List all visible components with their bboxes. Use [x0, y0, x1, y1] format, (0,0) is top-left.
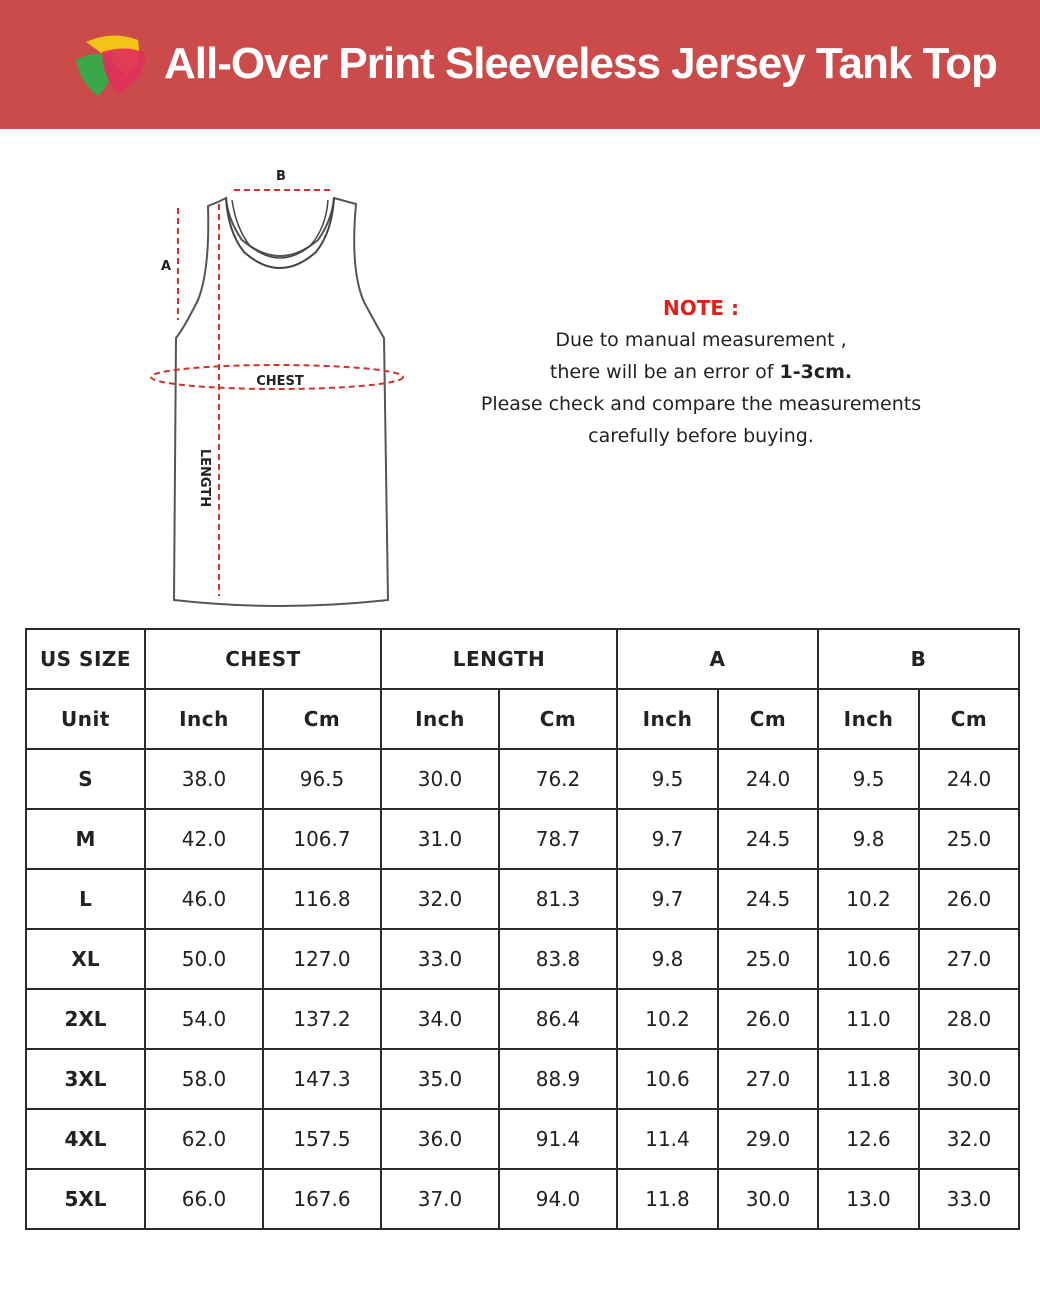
unit-cm: Cm — [718, 689, 818, 749]
note-line-1: Due to manual measurement , — [555, 329, 847, 351]
size-cell: 3XL — [26, 1049, 145, 1109]
unit-cm: Cm — [263, 689, 381, 749]
table-row — [26, 1109, 1019, 1169]
size-cell: 4XL — [26, 1109, 145, 1169]
size-cell: XL — [26, 929, 145, 989]
note-line-2 — [470, 356, 932, 388]
size-chart-table — [25, 628, 1020, 1230]
value-cell: 24.0 — [718, 749, 818, 809]
table-row — [26, 869, 1019, 929]
size-cell: 2XL — [26, 989, 145, 1049]
table-row — [26, 1049, 1019, 1109]
unit-cm: Cm — [919, 689, 1019, 749]
value-cell: 26.0 — [718, 989, 818, 1049]
header-row — [26, 629, 1019, 689]
value-cell: 167.6 — [263, 1169, 381, 1229]
value-cell: 11.0 — [818, 989, 919, 1049]
value-cell: 11.8 — [617, 1169, 718, 1229]
note-line-3: Please check and compare the measurements — [480, 393, 922, 415]
value-cell: 28.0 — [919, 989, 1019, 1049]
value-cell: 86.4 — [499, 989, 617, 1049]
value-cell: 137.2 — [263, 989, 381, 1049]
value-cell: 54.0 — [145, 989, 263, 1049]
value-cell: 10.2 — [617, 989, 718, 1049]
note-error-range: 1-3cm. — [779, 361, 853, 383]
value-cell: 30.0 — [919, 1049, 1019, 1109]
size-cell: 5XL — [26, 1169, 145, 1229]
value-cell: 66.0 — [145, 1169, 263, 1229]
size-rows — [26, 749, 1019, 1229]
value-cell: 76.2 — [499, 749, 617, 809]
value-cell: 12.6 — [818, 1109, 919, 1169]
value-cell: 34.0 — [381, 989, 499, 1049]
value-cell: 9.8 — [818, 809, 919, 869]
value-cell: 32.0 — [919, 1109, 1019, 1169]
value-cell: 46.0 — [145, 869, 263, 929]
value-cell: 30.0 — [381, 749, 499, 809]
value-cell: 26.0 — [919, 869, 1019, 929]
value-cell: 25.0 — [919, 809, 1019, 869]
value-cell: 147.3 — [263, 1049, 381, 1109]
unit-label: Unit — [26, 689, 145, 749]
tank-top-outline — [174, 198, 388, 606]
tricolor-shield-logo-icon — [72, 30, 150, 98]
header-banner — [0, 0, 1040, 129]
value-cell: 9.8 — [617, 929, 718, 989]
note-title: NOTE : — [662, 296, 739, 320]
value-cell: 78.7 — [499, 809, 617, 869]
value-cell: 127.0 — [263, 929, 381, 989]
value-cell: 37.0 — [381, 1169, 499, 1229]
value-cell: 32.0 — [381, 869, 499, 929]
unit-cm: Cm — [499, 689, 617, 749]
col-a: A — [617, 629, 818, 689]
value-cell: 25.0 — [718, 929, 818, 989]
unit-inch: Inch — [381, 689, 499, 749]
value-cell: 13.0 — [818, 1169, 919, 1229]
table-row — [26, 989, 1019, 1049]
value-cell: 9.7 — [617, 809, 718, 869]
value-cell: 106.7 — [263, 809, 381, 869]
value-cell: 91.4 — [499, 1109, 617, 1169]
col-length: LENGTH — [381, 629, 617, 689]
label-chest: CHEST — [256, 374, 304, 389]
value-cell: 10.6 — [818, 929, 919, 989]
value-cell: 50.0 — [145, 929, 263, 989]
col-chest: CHEST — [145, 629, 381, 689]
col-b: B — [818, 629, 1019, 689]
value-cell: 31.0 — [381, 809, 499, 869]
value-cell: 9.7 — [617, 869, 718, 929]
value-cell: 88.9 — [499, 1049, 617, 1109]
value-cell: 81.3 — [499, 869, 617, 929]
value-cell: 96.5 — [263, 749, 381, 809]
size-cell: M — [26, 809, 145, 869]
value-cell: 11.4 — [617, 1109, 718, 1169]
value-cell: 58.0 — [145, 1049, 263, 1109]
value-cell: 27.0 — [718, 1049, 818, 1109]
table-row — [26, 809, 1019, 869]
value-cell: 94.0 — [499, 1169, 617, 1229]
value-cell: 36.0 — [381, 1109, 499, 1169]
value-cell: 10.2 — [818, 869, 919, 929]
value-cell: 29.0 — [718, 1109, 818, 1169]
value-cell: 10.6 — [617, 1049, 718, 1109]
label-a: A — [160, 259, 172, 274]
table-row — [26, 929, 1019, 989]
value-cell: 9.5 — [818, 749, 919, 809]
size-cell: S — [26, 749, 145, 809]
value-cell: 24.0 — [919, 749, 1019, 809]
label-length: LENGTH — [197, 448, 212, 508]
size-cell: L — [26, 869, 145, 929]
note-line-2-prefix: there will be an error of — [549, 361, 780, 383]
value-cell: 27.0 — [919, 929, 1019, 989]
label-b: B — [276, 169, 286, 184]
value-cell: 38.0 — [145, 749, 263, 809]
table-row — [26, 1169, 1019, 1229]
page-title: All-Over Print Sleeveless Jersey Tank Top — [164, 39, 997, 88]
unit-inch: Inch — [818, 689, 919, 749]
unit-inch: Inch — [145, 689, 263, 749]
value-cell: 33.0 — [381, 929, 499, 989]
value-cell: 62.0 — [145, 1109, 263, 1169]
value-cell: 24.5 — [718, 869, 818, 929]
tank-top-diagram — [140, 160, 420, 610]
table-row — [26, 749, 1019, 809]
col-us-size: US SIZE — [26, 629, 145, 689]
note-line-4: carefully before buying. — [588, 425, 814, 447]
unit-inch: Inch — [617, 689, 718, 749]
value-cell: 116.8 — [263, 869, 381, 929]
value-cell: 35.0 — [381, 1049, 499, 1109]
value-cell: 157.5 — [263, 1109, 381, 1169]
value-cell: 9.5 — [617, 749, 718, 809]
value-cell: 24.5 — [718, 809, 818, 869]
unit-row — [26, 689, 1019, 749]
value-cell: 30.0 — [718, 1169, 818, 1229]
measurement-note — [470, 292, 932, 452]
value-cell: 11.8 — [818, 1049, 919, 1109]
value-cell: 83.8 — [499, 929, 617, 989]
value-cell: 42.0 — [145, 809, 263, 869]
value-cell: 33.0 — [919, 1169, 1019, 1229]
